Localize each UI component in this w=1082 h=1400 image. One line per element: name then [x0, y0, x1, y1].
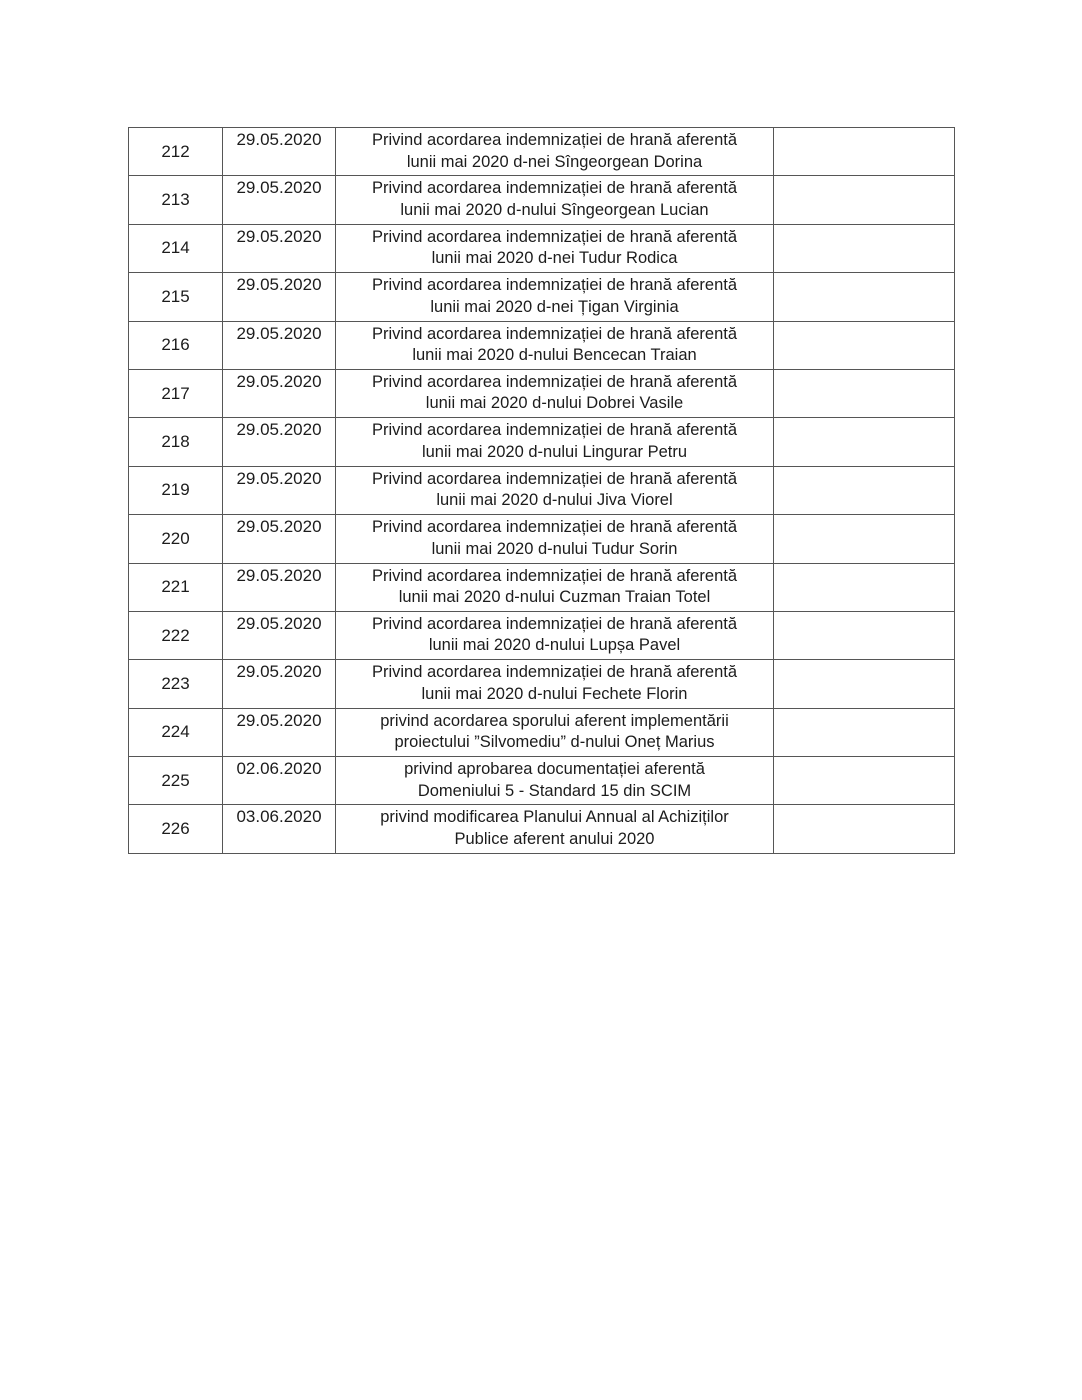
- decisions-registry-table: [128, 127, 955, 854]
- description-line-1: Privind acordarea indemnizației de hrană aferentă: [371, 131, 738, 149]
- table-row: [129, 757, 955, 805]
- row-number-cell: [129, 515, 223, 563]
- table-row: [129, 273, 955, 321]
- row-number: 218: [161, 432, 190, 452]
- date-cell: [223, 273, 336, 321]
- description-cell: [336, 176, 774, 224]
- notes-cell: [774, 515, 955, 563]
- description-cell: [336, 321, 774, 369]
- date-value: 29.05.2020: [236, 565, 322, 585]
- row-number: 219: [161, 480, 190, 500]
- row-number: 216: [161, 335, 190, 355]
- date-value: 29.05.2020: [236, 517, 322, 537]
- description-line-2: lunii mai 2020 d-nei Tudur Rodica: [431, 249, 678, 268]
- date-value: 29.05.2020: [236, 468, 322, 488]
- row-number: 217: [161, 383, 190, 403]
- date-value: 29.05.2020: [236, 275, 322, 295]
- table-row: [129, 128, 955, 176]
- notes-cell: [774, 466, 955, 514]
- row-number-cell: [129, 128, 223, 176]
- row-number: 224: [161, 722, 190, 742]
- date-cell: [223, 563, 336, 611]
- description-line-1: Privind acordarea indemnizației de hrană aferentă: [371, 518, 738, 537]
- description-line-1: privind modificarea Planului Annual al Achiziților: [380, 808, 729, 827]
- description-line-2: Publice aferent anului 2020: [454, 829, 655, 848]
- description-cell: [336, 563, 774, 611]
- row-number: 225: [161, 770, 190, 790]
- date-value: 29.05.2020: [236, 371, 322, 391]
- notes-cell: [774, 563, 955, 611]
- date-cell: [223, 369, 336, 417]
- date-value: 03.06.2020: [236, 807, 322, 827]
- row-number: 220: [161, 528, 190, 548]
- description-line-2: lunii mai 2020 d-nului Lingurar Petru: [421, 442, 688, 461]
- description-line-2: lunii mai 2020 d-nei Țigan Virginia: [430, 297, 679, 316]
- date-value: 29.05.2020: [236, 710, 322, 730]
- date-cell: [223, 321, 336, 369]
- description-line-2: lunii mai 2020 d-nului Bencecan Traian: [412, 346, 697, 365]
- description-cell: [336, 224, 774, 272]
- notes-cell: [774, 369, 955, 417]
- description-cell: [336, 660, 774, 708]
- date-value: 29.05.2020: [236, 130, 322, 149]
- description-line-1: Privind acordarea indemnizației de hrană aferentă: [371, 372, 738, 391]
- row-number-cell: [129, 611, 223, 659]
- date-cell: [223, 515, 336, 563]
- date-value: 02.06.2020: [236, 759, 322, 779]
- table-row: [129, 224, 955, 272]
- notes-cell: [774, 611, 955, 659]
- table-row: [129, 176, 955, 224]
- row-number: 226: [161, 819, 190, 839]
- date-cell: [223, 611, 336, 659]
- table-row: [129, 611, 955, 659]
- row-number: 212: [161, 141, 190, 161]
- date-cell: [223, 418, 336, 466]
- table-row: [129, 805, 955, 853]
- notes-cell: [774, 708, 955, 756]
- date-cell: [223, 128, 336, 176]
- row-number: 221: [161, 577, 190, 597]
- date-cell: [223, 176, 336, 224]
- description-line-1: Privind acordarea indemnizației de hrană aferentă: [371, 469, 738, 488]
- row-number-cell: [129, 466, 223, 514]
- date-value: 29.05.2020: [236, 323, 322, 343]
- date-value: 29.05.2020: [236, 178, 322, 198]
- row-number-cell: [129, 369, 223, 417]
- description-cell: [336, 708, 774, 756]
- description-line-1: Privind acordarea indemnizației de hrană aferentă: [371, 421, 738, 440]
- date-cell: [223, 757, 336, 805]
- description-line-1: privind aprobarea documentației aferentă: [404, 760, 705, 779]
- table-row: [129, 369, 955, 417]
- notes-cell: [774, 660, 955, 708]
- notes-cell: [774, 321, 955, 369]
- description-cell: [336, 273, 774, 321]
- notes-cell: [774, 418, 955, 466]
- notes-cell: [774, 273, 955, 321]
- date-value: 29.05.2020: [236, 420, 322, 440]
- description-cell: [336, 369, 774, 417]
- description-line-1: Privind acordarea indemnizației de hrană aferentă: [371, 227, 738, 246]
- description-cell: [336, 757, 774, 805]
- table-row: [129, 515, 955, 563]
- description-line-2: lunii mai 2020 d-nului Dobrei Vasile: [425, 394, 684, 413]
- date-value: 29.05.2020: [236, 613, 322, 633]
- description-line-2: Domeniului 5 - Standard 15 din SCIM: [417, 781, 692, 800]
- description-line-2: lunii mai 2020 d-nului Lupșa Pavel: [428, 636, 681, 655]
- description-line-1: Privind acordarea indemnizației de hrană aferentă: [371, 614, 738, 633]
- table-row: [129, 321, 955, 369]
- description-line-1: Privind acordarea indemnizației de hrană aferentă: [371, 566, 738, 585]
- notes-cell: [774, 128, 955, 176]
- description-line-1: Privind acordarea indemnizației de hrană aferentă: [371, 179, 738, 198]
- date-cell: [223, 660, 336, 708]
- row-number: 215: [161, 286, 190, 306]
- date-value: 29.05.2020: [236, 226, 322, 246]
- row-number-cell: [129, 660, 223, 708]
- row-number-cell: [129, 176, 223, 224]
- description-cell: [336, 128, 774, 176]
- row-number-cell: [129, 273, 223, 321]
- description-line-2: lunii mai 2020 d-nului Jiva Viorel: [436, 491, 673, 510]
- description-line-1: privind acordarea sporului aferent implementării: [380, 711, 729, 730]
- notes-cell: [774, 757, 955, 805]
- description-cell: [336, 611, 774, 659]
- row-number: 222: [161, 625, 190, 645]
- description-line-2: lunii mai 2020 d-nei Sîngeorgean Dorina: [406, 152, 703, 171]
- row-number-cell: [129, 708, 223, 756]
- description-cell: [336, 466, 774, 514]
- description-cell: [336, 805, 774, 853]
- description-line-2: lunii mai 2020 d-nului Cuzman Traian Totel: [398, 588, 711, 607]
- date-cell: [223, 466, 336, 514]
- date-cell: [223, 805, 336, 853]
- notes-cell: [774, 176, 955, 224]
- description-line-2: lunii mai 2020 d-nului Fechete Florin: [421, 684, 688, 703]
- row-number-cell: [129, 563, 223, 611]
- notes-cell: [774, 224, 955, 272]
- description-cell: [336, 418, 774, 466]
- row-number: 214: [161, 238, 190, 258]
- row-number: 223: [161, 673, 190, 693]
- description-line-1: Privind acordarea indemnizației de hrană aferentă: [371, 276, 738, 295]
- notes-cell: [774, 805, 955, 853]
- date-value: 29.05.2020: [236, 662, 322, 682]
- row-number-cell: [129, 805, 223, 853]
- table-row: [129, 418, 955, 466]
- row-number-cell: [129, 321, 223, 369]
- description-line-1: Privind acordarea indemnizației de hrană aferentă: [371, 324, 738, 343]
- description-line-2: lunii mai 2020 d-nului Sîngeorgean Lucian: [400, 200, 709, 219]
- description-line-2: proiectului ”Silvomediu” d-nului Oneț Marius: [394, 733, 715, 752]
- row-number-cell: [129, 757, 223, 805]
- row-number-cell: [129, 418, 223, 466]
- date-cell: [223, 708, 336, 756]
- description-cell: [336, 515, 774, 563]
- table-row: [129, 660, 955, 708]
- row-number: 213: [161, 190, 190, 210]
- table-row: [129, 466, 955, 514]
- date-cell: [223, 224, 336, 272]
- row-number-cell: [129, 224, 223, 272]
- table-row: [129, 708, 955, 756]
- description-line-1: Privind acordarea indemnizației de hrană aferentă: [371, 663, 738, 682]
- table-row: [129, 563, 955, 611]
- description-line-2: lunii mai 2020 d-nului Tudur Sorin: [431, 539, 678, 558]
